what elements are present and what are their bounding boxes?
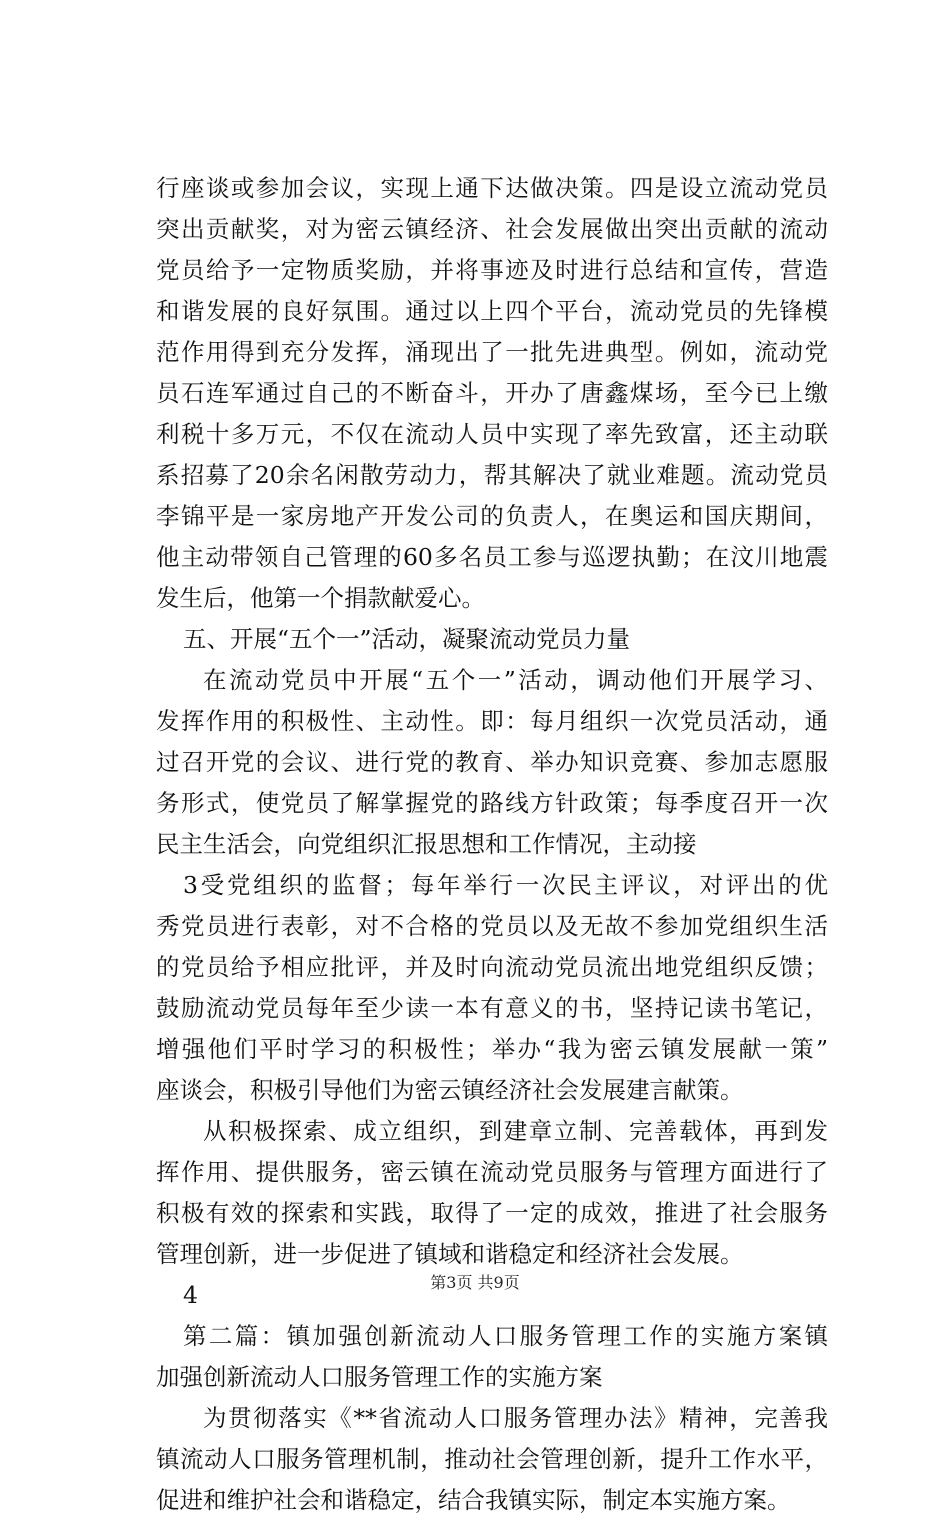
paragraph <box>156 1111 828 1275</box>
text-line: 在流动党员中开展“五个一”活动，调动他们开展学习、 <box>203 666 828 694</box>
page-number: 第3页 共9页 <box>430 1273 520 1292</box>
text-line: 员石连军通过自己的不断奋斗，开办了唐鑫煤场，至今已上缴 <box>156 379 828 407</box>
title-line: 加强创新流动人口服务管理工作的实施方案 <box>156 1363 603 1391</box>
document-body <box>156 168 828 1521</box>
paragraph <box>156 865 828 1111</box>
text-line: 从积极探索、成立组织，到建章立制、完善载体，再到发 <box>203 1117 828 1145</box>
text-line: 利税十多万元，不仅在流动人员中实现了率先致富，还主动联 <box>156 420 828 448</box>
paragraph <box>156 1398 828 1521</box>
text-line: 民主生活会，向党组织汇报思想和工作情况，主动接 <box>156 830 697 858</box>
text-line: 行座谈或参加会议，实现上通下达做决策。四是设立流动党员 <box>156 174 828 202</box>
text-line: 发挥作用的积极性、主动性。即：每月组织一次党员活动，通 <box>156 707 828 735</box>
text-line: 秀党员进行表彰，对不合格的党员以及无故不参加党组织生活 <box>156 912 828 940</box>
text-line: 李锦平是一家房地产开发公司的负责人，在奥运和国庆期间， <box>156 502 828 530</box>
text-line: 发生后，他第一个捐款献爱心。 <box>156 584 485 612</box>
text-line: 突出贡献奖，对为密云镇经济、社会发展做出突出贡献的流动 <box>156 215 828 243</box>
text-line: 增强他们平时学习的积极性；举办“我为密云镇发展献一策” <box>156 1035 828 1063</box>
text-line: 镇流动人口服务管理机制，推动社会管理创新，提升工作水平， <box>156 1445 828 1473</box>
text-line: 管理创新，进一步促进了镇域和谐稳定和经济社会发展。 <box>156 1240 744 1268</box>
text-line: 和谐发展的良好氛围。通过以上四个平台，流动党员的先锋模 <box>156 297 828 325</box>
article-title <box>156 1316 828 1398</box>
text-line: 座谈会，积极引导他们为密云镇经济社会发展建言献策。 <box>156 1076 744 1104</box>
text-line: 务形式，使党员了解掌握党的路线方针政策；每季度召开一次 <box>156 789 828 817</box>
text-line: 鼓励流动党员每年至少读一本有意义的书，坚持记读书笔记， <box>156 994 828 1022</box>
text-line: 3受党组织的监督；每年举行一次民主评议，对评出的优 <box>183 871 828 899</box>
title-line: 第二篇：镇加强创新流动人口服务管理工作的实施方案镇 <box>183 1322 828 1350</box>
text-line: 范作用得到充分发挥，涌现出了一批先进典型。例如，流动党 <box>156 338 828 366</box>
text-line: 系招募了20余名闲散劳动力，帮其解决了就业难题。流动党员 <box>156 461 828 489</box>
text-line: 积极有效的探索和实践，取得了一定的成效，推进了社会服务 <box>156 1199 828 1227</box>
heading-text: 五、开展“五个一”活动，凝聚流动党员力量 <box>183 625 631 653</box>
text-line: 党员给予一定物质奖励，并将事迹及时进行总结和宣传，营造 <box>156 256 828 284</box>
text-line: 过召开党的会议、进行党的教育、举办知识竞赛、参加志愿服 <box>156 748 828 776</box>
text-line: 的党员给予相应批评，并及时向流动党员流出地党组织反馈； <box>156 953 828 981</box>
section-heading <box>156 619 828 660</box>
paragraph <box>156 660 828 865</box>
text-line: 他主动带领自己管理的60多名员工参与巡逻执勤；在汶川地震 <box>156 543 828 571</box>
text-line: 为贯彻落实《**省流动人口服务管理办法》精神，完善我 <box>203 1404 828 1432</box>
text-line: 促进和维护社会和谐稳定，结合我镇实际，制定本实施方案。 <box>156 1486 791 1514</box>
page-footer <box>0 1270 950 1293</box>
page-marker-text: 4 <box>183 1281 198 1309</box>
text-line: 挥作用、提供服务，密云镇在流动党员服务与管理方面进行了 <box>156 1158 828 1186</box>
paragraph <box>156 168 828 619</box>
